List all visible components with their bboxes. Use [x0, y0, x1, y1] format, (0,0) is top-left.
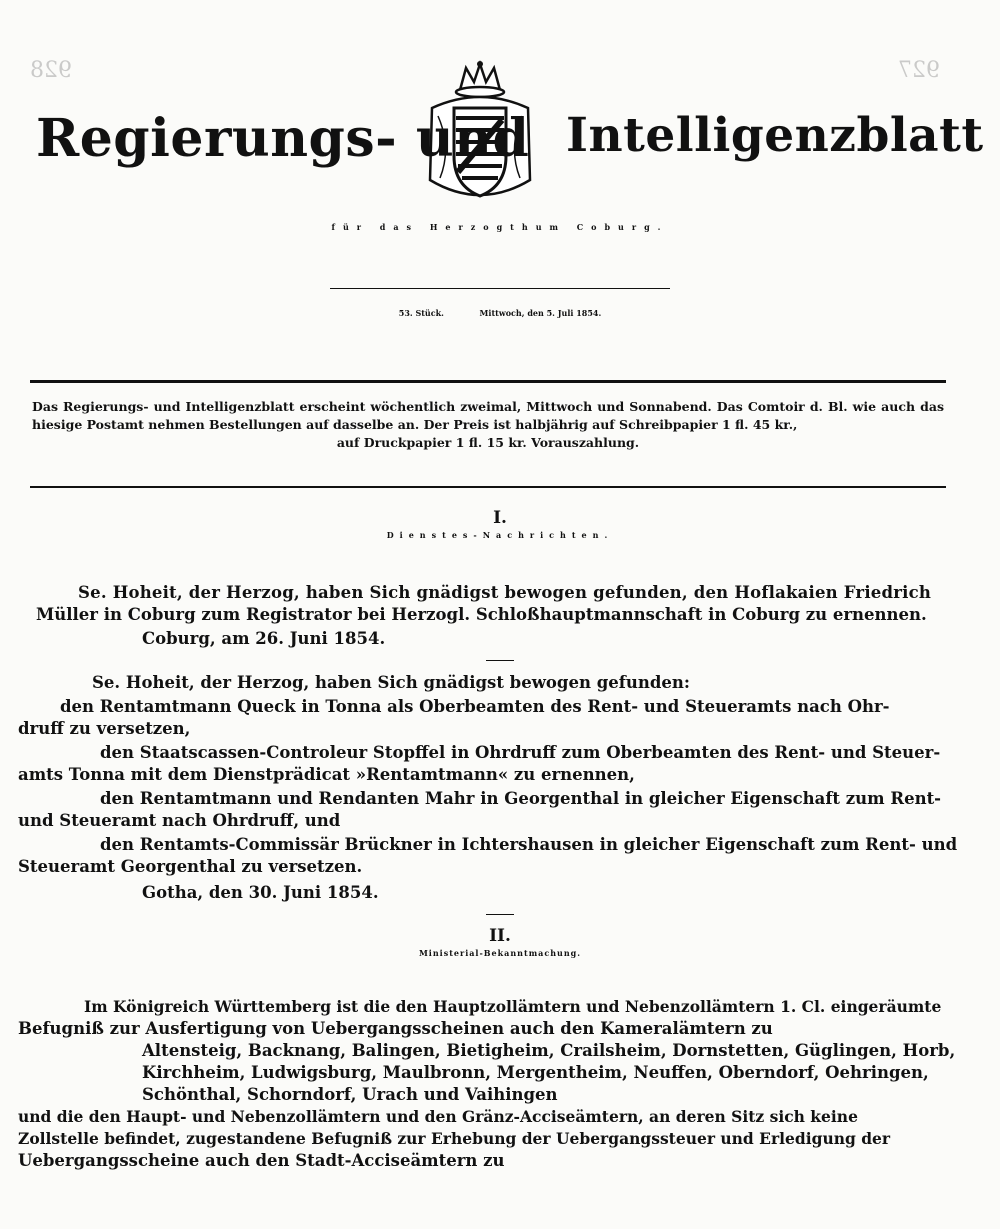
masthead-subtitle: für das Herzogthum Coburg. [331, 222, 669, 232]
section-1-p1-sign: Coburg, am 26. Juni 1854. [142, 629, 386, 648]
section-2-number: II. [489, 926, 511, 946]
divider-notice [30, 486, 946, 488]
section-1-p2-line6: und Steueramt nach Ohrdruff, und [18, 811, 341, 830]
section-2-line1: Im Königreich Württemberg ist die den Hauptzollämtern und Nebenzollämtern 1. Cl. eingeräumte [84, 997, 942, 1016]
section-1-number: I. [493, 508, 507, 528]
section-2-title: Ministerial-Bekanntmachung. [418, 948, 582, 958]
section-1-p2-line7: den Rentamts-Commissär Brückner in Ichtershausen in gleicher Eigenschaft zum Rent- und [100, 835, 958, 854]
issue-line [0, 308, 1000, 318]
divider-issue [30, 380, 946, 383]
section-1-p1-line2: Müller in Coburg zum Registrator bei Herzogl. Schloßhauptmannschaft in Coburg zu ernennen. [36, 605, 927, 624]
masthead-title-right: Intelligenzblatt [566, 108, 984, 163]
section-2-line8: Uebergangsscheine auch den Stadt-Acciseämtern zu [18, 1151, 505, 1170]
section-1-p2-line4: amts Tonna mit dem Dienstprädicat »Rentamtmann« zu ernennen, [18, 765, 635, 784]
issue-number: 53. Stück. [398, 308, 444, 318]
page-number-left: 928 [30, 58, 72, 83]
section-1-title: Dienstes-Nachrichten. [386, 530, 614, 540]
divider-short-1 [486, 660, 514, 661]
masthead-title-left: Regierungs- und [36, 108, 530, 169]
section-1-p2-line8: Steueramt Georgenthal zu versetzen. [18, 857, 363, 876]
section-1-p2-sign: Gotha, den 30. Juni 1854. [142, 883, 379, 902]
section-1-p2-line1: den Rentamtmann Queck in Tonna als Oberbeamten des Rent- und Steueramts nach Ohr- [60, 697, 890, 716]
page-number-right: 927 [898, 58, 940, 83]
section-1-p2-intro: Se. Hoheit, der Herzog, haben Sich gnädigst bewogen gefunden: [92, 673, 690, 692]
masthead-title [36, 108, 984, 188]
section-2-line7: Zollstelle befindet, zugestandene Befugniß zur Erhebung der Uebergangssteuer und Erledigung der [18, 1129, 891, 1148]
section-2-line3: Altensteig, Backnang, Balingen, Bietigheim, Crailsheim, Dornstetten, Güglingen, Horb, [142, 1041, 956, 1060]
section-2-line2: Befugniß zur Ausfertigung von Uebergangsscheinen auch den Kameralämtern zu [18, 1019, 773, 1038]
notice-line-1: Das Regierungs- und Intelligenzblatt erscheint wöchentlich zweimal, Mittwoch und Sonnabend. Das Comtoir d. Bl. wie auch das hiesige Postamt nehmen Bestellungen auf dasselbe an. Der Preis ist halbjährig auf Schreibpapier 1 fl. 45 kr., [32, 399, 944, 432]
section-1-p1-line1: Se. Hoheit, der Herzog, haben Sich gnädigst bewogen gefunden, den Hoflakaien Friedrich [78, 583, 932, 602]
section-2-line4: Kirchheim, Ludwigsburg, Maulbronn, Mergentheim, Neuffen, Oberndorf, Oehringen, [142, 1063, 929, 1082]
section-2-line5: Schönthal, Schorndorf, Urach und Vaihingen [142, 1085, 558, 1104]
subscription-notice [32, 398, 944, 452]
section-1-p2-line3: den Staatscassen-Controleur Stopffel in Ohrdruff zum Oberbeamten des Rent- und Steuer- [100, 743, 941, 762]
notice-line-2: auf Druckpapier 1 fl. 15 kr. Vorauszahlung. [336, 435, 640, 450]
section-1-p2-line2: druff zu versetzen, [18, 719, 191, 738]
divider-top [330, 288, 670, 289]
section-2-line6: und die den Haupt- und Nebenzollämtern und den Gränz-Acciseämtern, an deren Sitz sich keine [18, 1107, 858, 1126]
section-1-p2-line5: den Rentamtmann und Rendanten Mahr in Georgenthal in gleicher Eigenschaft zum Rent- [100, 789, 942, 808]
divider-short-2 [486, 914, 514, 915]
issue-date: Mittwoch, den 5. Juli 1854. [479, 308, 602, 318]
